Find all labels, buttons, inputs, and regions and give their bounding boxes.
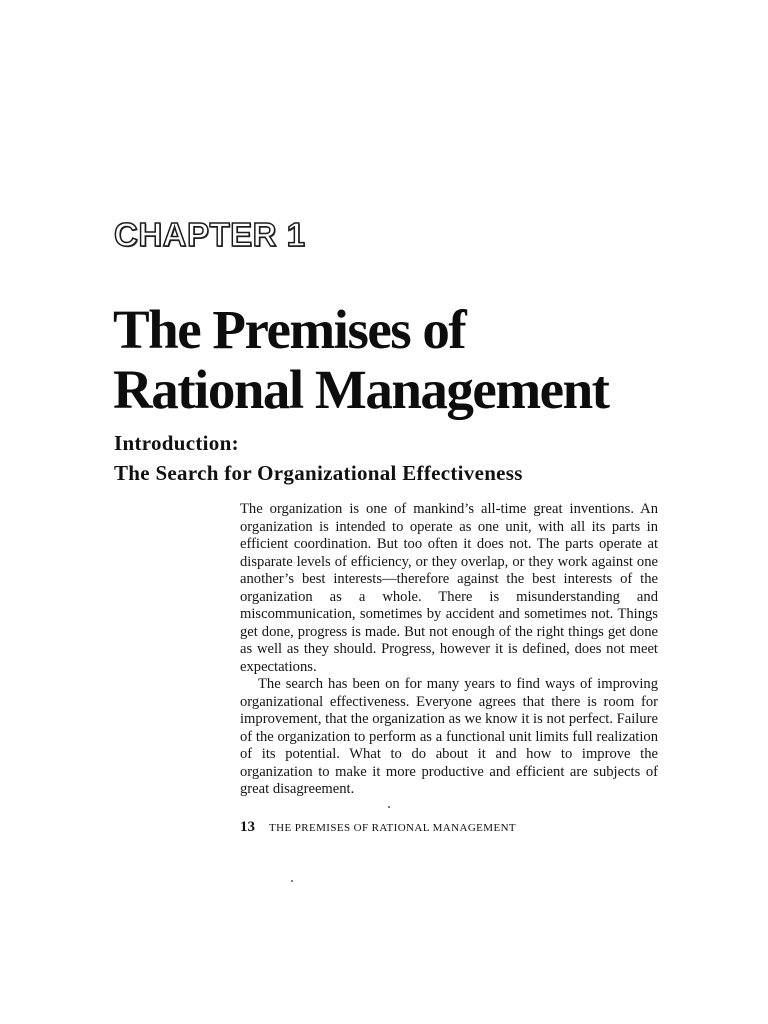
body-paragraph-1: The organization is one of mankind’s all-time great inventions. An organization is intended to operate as one unit, with all its parts in efficient coordination. But too often it does not. The parts operate at disparate levels of efficiency, or they overlap, or they work against one another’s best interests—therefore against the best interests of the organization as a whole. There is misunderstanding and miscommunication, sometimes by accident and sometimes not. Things get done, progress is made. But not enough of the right things get done as well as they should. Progress, however it is defined, does not meet expectations. [240, 501, 658, 675]
page-footer [240, 818, 516, 836]
body-paragraph-2: The search has been on for many years to find ways of improving organizational effectiveness. Everyone agrees that there is room for improvement, that the organization as we know it is not perfect. Failure of the organization to perform as a functional unit limits full realization of its potential. What to do about it and how to improve the organization to make it more productive and efficient are subjects of great disagreement. [240, 676, 658, 797]
chapter-title [113, 300, 673, 420]
section-heading [114, 428, 523, 488]
running-head: THE PREMISES OF RATIONAL MANAGEMENT [269, 822, 517, 834]
scan-speck [388, 806, 390, 808]
section-heading-line-1: Introduction: [114, 431, 239, 455]
section-heading-line-2: The Search for Organizational Effectiveness [114, 461, 523, 485]
body-text [240, 501, 658, 799]
chapter-label: CHAPTER 1 [114, 216, 306, 253]
scan-speck [291, 880, 293, 882]
chapter-title-line-2: Rational Management [113, 359, 609, 420]
chapter-title-line-1: The Premises of [113, 299, 466, 360]
page-number: 13 [240, 819, 255, 835]
